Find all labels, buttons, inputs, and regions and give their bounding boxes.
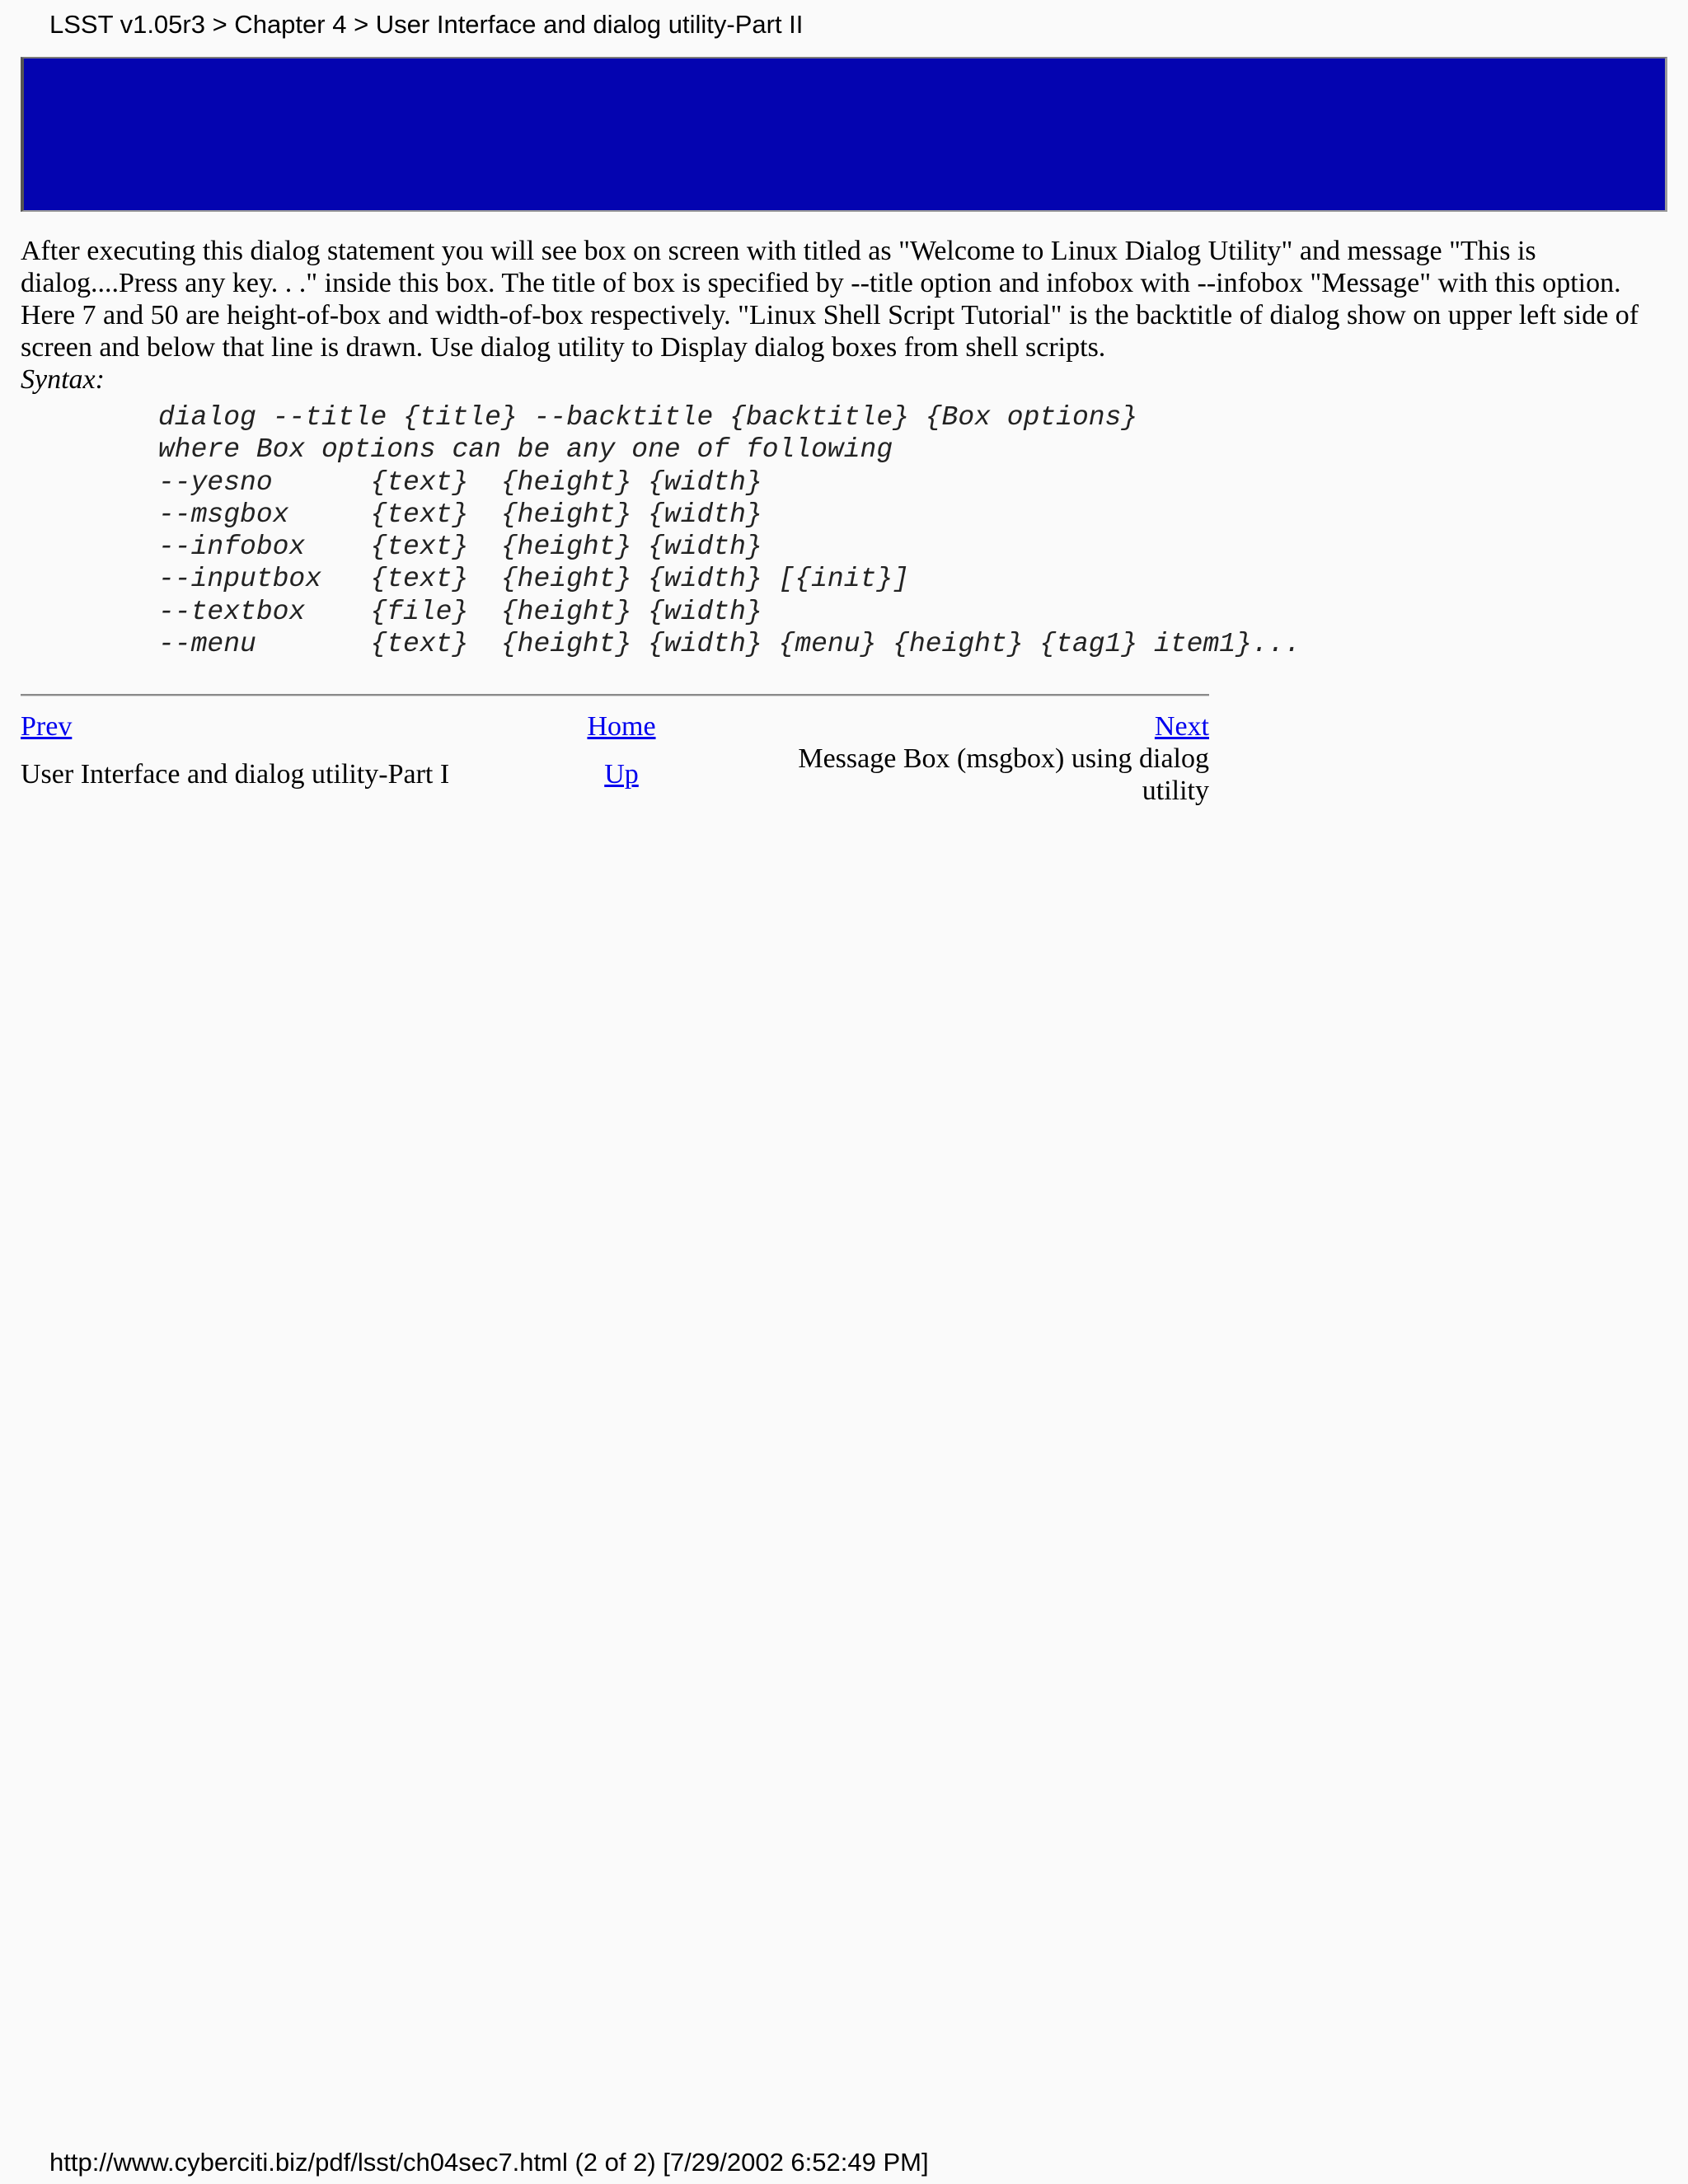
code-line: --yesno {text} {height} {width} <box>158 466 762 498</box>
code-line: --textbox {file} {height} {width} <box>158 596 762 627</box>
next-page-title: Message Box (msgbox) using dialog utility <box>798 743 1209 806</box>
syntax-code-block <box>21 396 1669 660</box>
home-link[interactable]: Home <box>587 711 656 742</box>
footer-url: http://www.cyberciti.biz/pdf/lsst/ch04sec7.html (2 of 2) [7/29/2002 6:52:49 PM] <box>49 2148 929 2177</box>
code-line: --inputbox {text} {height} {width} [{init}] <box>158 564 909 595</box>
code-line: --menu {text} {height} {width} {menu} {height} {tag1} item1}... <box>158 629 1301 660</box>
next-link[interactable]: Next <box>1154 711 1209 742</box>
code-line: dialog --title {title} --backtitle {backtitle} {Box options} <box>158 402 1138 433</box>
nav-divider <box>21 694 1209 696</box>
breadcrumb: LSST v1.05r3 > Chapter 4 > User Interface and dialog utility-Part II <box>49 10 804 39</box>
prev-link[interactable]: Prev <box>21 711 73 742</box>
code-line: where Box options can be any one of following <box>158 434 893 466</box>
prev-page-title: User Interface and dialog utility-Part I <box>21 759 450 790</box>
up-link[interactable]: Up <box>604 759 639 790</box>
code-line: --infobox {text} {height} {width} <box>158 532 762 563</box>
body-paragraph: After executing this dialog statement you will see box on screen with titled as "Welcome to Linux Dialog Utility" and message "This is dialog....Press any key. . ." inside this box. The title of box is specified by --title option and infobox with --infobox "Message" with this option. Here 7 and 50 are height-of-box and width-of-box respectively. "Linux Shell Script Tutorial" is the backtitle of dialog show on upper left side of screen and below that line is drawn. Use dialog utility to Display dialog boxes from shell scripts. <box>21 236 1639 363</box>
code-line: --msgbox {text} {height} {width} <box>158 499 762 530</box>
home-link-cell <box>21 710 1222 743</box>
header-banner <box>21 57 1667 212</box>
syntax-label: Syntax: <box>21 364 105 395</box>
main-content <box>21 235 1669 660</box>
